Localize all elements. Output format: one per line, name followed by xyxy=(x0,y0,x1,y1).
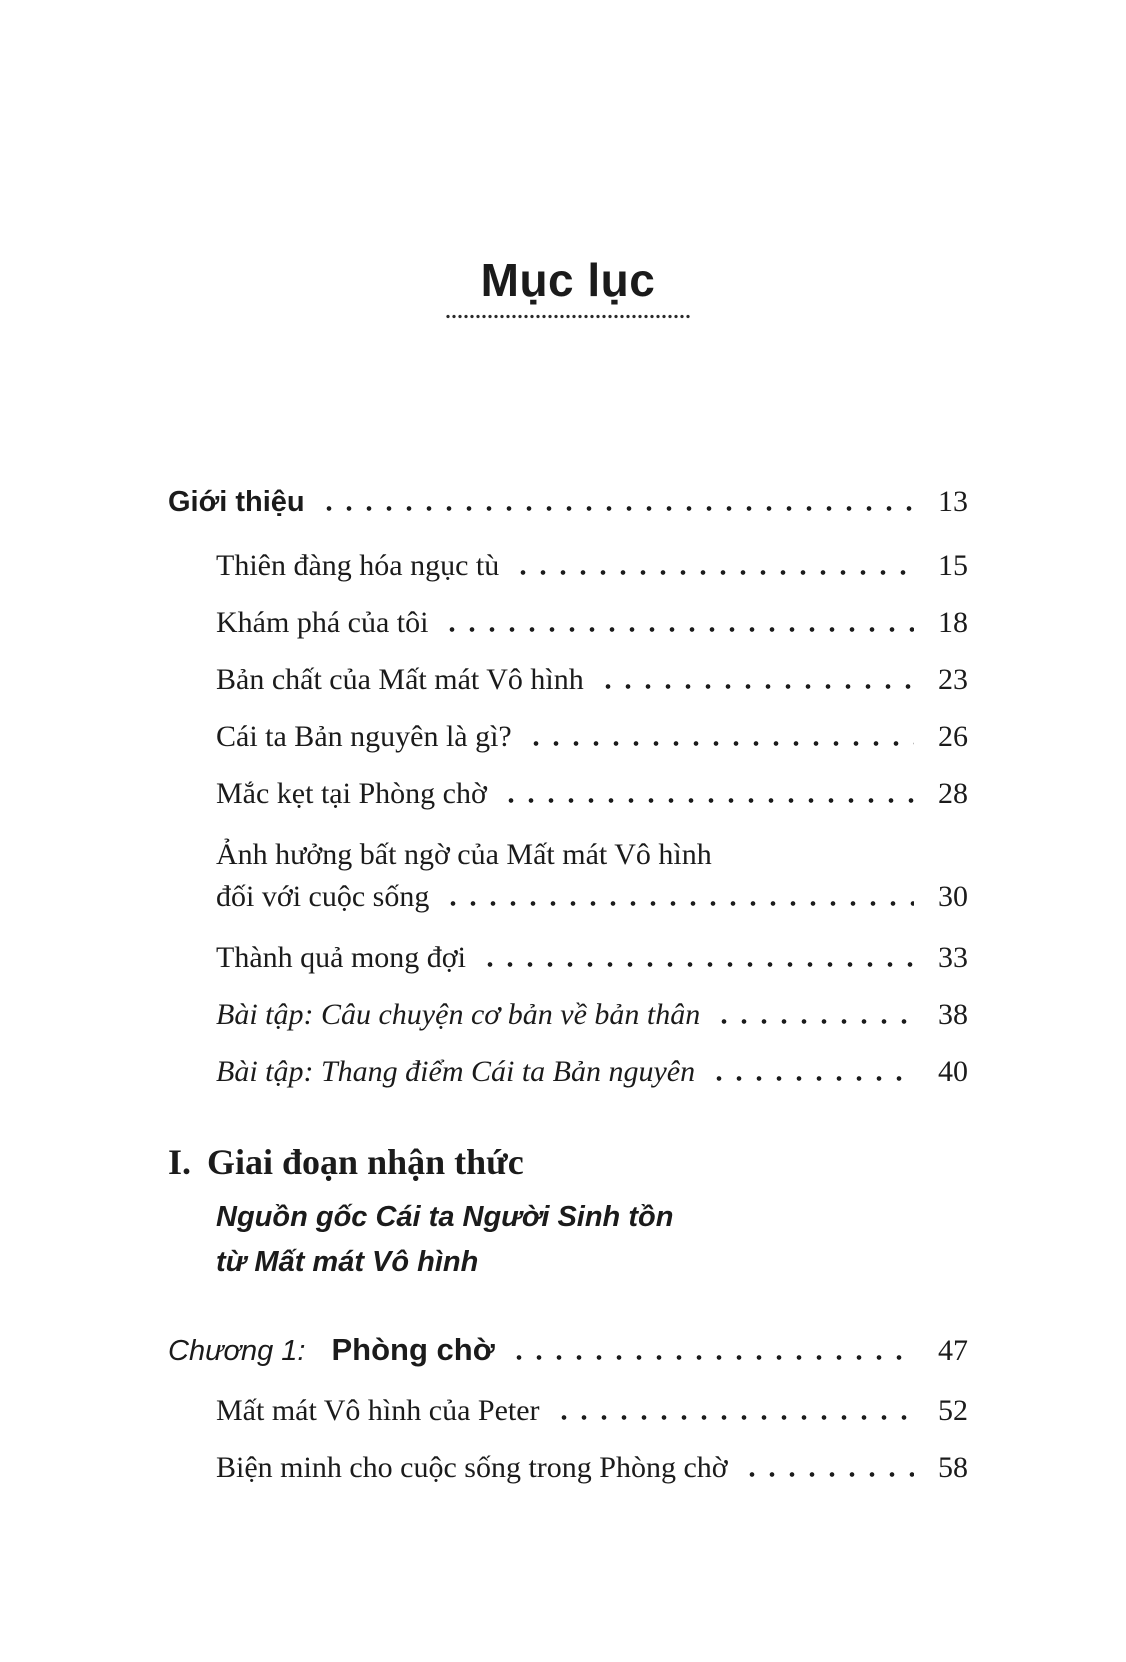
toc-entry-two-line xyxy=(168,834,968,918)
page-title: Mục lục xyxy=(480,254,656,306)
dot-leader xyxy=(501,798,914,803)
entry-label: Bài tập: Thang điểm Cái ta Bản nguyên xyxy=(216,1055,696,1088)
toc-list xyxy=(168,485,968,1485)
dot-leader xyxy=(319,506,914,511)
entry-label: Khám phá của tôi xyxy=(216,606,429,639)
page-number: 30 xyxy=(938,880,968,913)
toc-entry xyxy=(168,549,968,583)
dot-leader xyxy=(554,1415,914,1420)
toc-entry-exercise xyxy=(168,998,968,1032)
dot-leader xyxy=(513,570,914,575)
entry-line2-row xyxy=(168,876,968,918)
dot-leader xyxy=(598,684,914,689)
entry-label: Mắc kẹt tại Phòng chờ xyxy=(216,777,487,810)
entry-label: Mất mát Vô hình của Peter xyxy=(216,1394,540,1427)
entry-label: Thiên đàng hóa ngục tù xyxy=(216,549,500,582)
page-number: 15 xyxy=(938,549,968,582)
dot-leader xyxy=(709,1076,914,1081)
toc-entry-exercise xyxy=(168,1055,968,1089)
dot-leader xyxy=(443,901,914,906)
dot-leader xyxy=(480,962,914,967)
page-number: 47 xyxy=(938,1334,968,1367)
chapter-title: Phòng chờ xyxy=(331,1332,495,1367)
part-number: I. xyxy=(168,1142,192,1182)
entry-label-line2: đối với cuộc sống xyxy=(216,880,430,913)
toc-entry-chapter xyxy=(168,1329,968,1372)
toc-title-block xyxy=(168,254,968,319)
toc-entry xyxy=(168,606,968,640)
part-heading xyxy=(168,1139,968,1185)
toc-entry xyxy=(168,941,968,975)
page-number: 23 xyxy=(938,663,968,696)
dot-leader xyxy=(526,741,914,746)
title-dotted-rule xyxy=(445,314,691,319)
dot-leader xyxy=(714,1019,914,1024)
page-number: 28 xyxy=(938,777,968,810)
toc-entry xyxy=(168,720,968,754)
page-number: 18 xyxy=(938,606,968,639)
page-content xyxy=(168,0,968,1485)
toc-entry xyxy=(168,663,968,697)
page-number: 13 xyxy=(938,485,968,518)
toc-entry xyxy=(168,777,968,811)
page-number: 33 xyxy=(938,941,968,974)
entry-label: Bản chất của Mất mát Vô hình xyxy=(216,663,584,696)
part-subtitle-line2: từ Mất mát Vô hình xyxy=(216,1246,479,1278)
toc-entry xyxy=(168,1394,968,1428)
page-number: 52 xyxy=(938,1394,968,1427)
part-title: Giai đoạn nhận thức xyxy=(207,1142,524,1182)
entry-label: Thành quả mong đợi xyxy=(216,941,466,974)
entry-label: Cái ta Bản nguyên là gì? xyxy=(216,720,512,753)
dot-leader xyxy=(442,627,914,632)
entry-label: Giới thiệu xyxy=(168,486,305,518)
entry-label: Biện minh cho cuộc sống trong Phòng chờ xyxy=(216,1451,728,1484)
part-subtitle xyxy=(168,1195,968,1285)
page-number: 26 xyxy=(938,720,968,753)
entry-label: Bài tập: Câu chuyện cơ bản về bản thân xyxy=(216,998,701,1031)
page-number: 58 xyxy=(938,1451,968,1484)
page-number: 38 xyxy=(938,998,968,1031)
dot-leader xyxy=(742,1472,914,1477)
toc-entry-intro xyxy=(168,485,968,519)
entry-label-line1: Ảnh hưởng bất ngờ của Mất mát Vô hình xyxy=(216,838,712,871)
page-number: 40 xyxy=(938,1055,968,1088)
toc-entry xyxy=(168,1451,968,1485)
part-subtitle-line1: Nguồn gốc Cái ta Người Sinh tồn xyxy=(216,1201,674,1233)
chapter-prefix: Chương 1: xyxy=(168,1335,306,1367)
dot-leader xyxy=(509,1355,914,1360)
